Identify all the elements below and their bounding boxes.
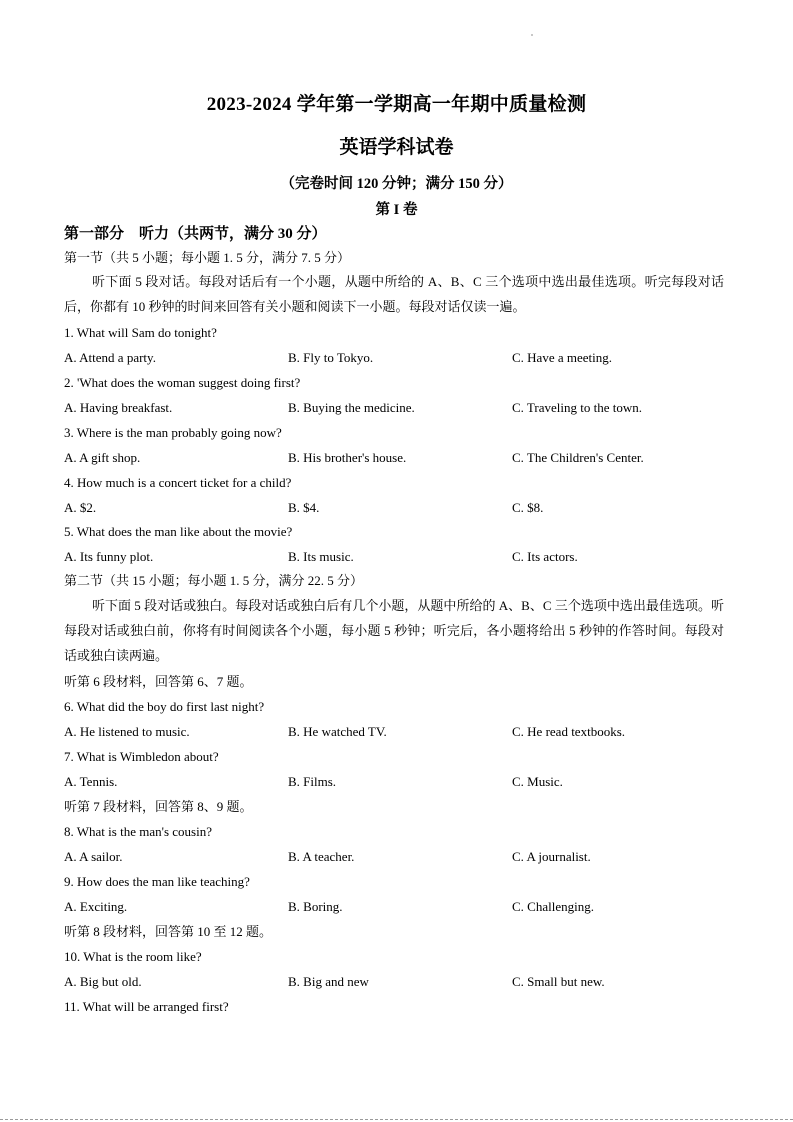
page-bottom-rule: [0, 1119, 793, 1120]
material-6-note: 听第 6 段材料，回答第 6、7 题。: [64, 674, 253, 689]
option-3b: B. His brother's house.: [288, 450, 407, 465]
option-6c: C. He read textbooks.: [512, 724, 626, 739]
question-4: 4. How much is a concert ticket for a child?: [64, 475, 292, 490]
option-6a: A. He listened to music.: [64, 724, 190, 739]
option-5a: A. Its funny plot.: [64, 549, 154, 564]
option-9b: B. Boring.: [288, 899, 343, 914]
option-1c: C. Have a meeting.: [512, 350, 612, 365]
option-8a: A. A sailor.: [64, 849, 123, 864]
option-2c: C. Traveling to the town.: [512, 400, 643, 415]
option-4b: B. $4.: [288, 500, 320, 515]
section1-instructions: 听下面 5 段对话。每段对话后有一个小题，从题中所给的 A、B、C 三个选项中选出最佳选项。听完每段对话后，你都有 10 秒钟的时间来回答有关小题和阅读下一小题。每段对话仅读一遍。: [64, 274, 724, 314]
option-10c: C. Small but new.: [512, 974, 605, 989]
option-7a: A. Tennis.: [64, 774, 118, 789]
option-4a: A. $2.: [64, 500, 97, 515]
question-7: 7. What is Wimbledon about?: [64, 749, 219, 764]
time-note: （完卷时间 120 分钟；满分 150 分）: [280, 176, 513, 192]
option-5c: C. Its actors.: [512, 549, 578, 564]
question-9: 9. How does the man like teaching?: [64, 874, 250, 889]
option-2a: A. Having breakfast.: [64, 400, 173, 415]
volume-label: 第 I 卷: [375, 202, 418, 218]
question-11: 11. What will be arranged first?: [64, 999, 229, 1014]
option-1a: A. Attend a party.: [64, 350, 156, 365]
section2-instructions: 听下面 5 段对话或独白。每段对话或独白后有几个小题，从题中所给的 A、B、C 三个选项中选出最佳选项。听每段对话或独白前，你将有时间阅读各个小题，每小题 5 秒钟；听完后，各小题将给出 5 秒钟的作答时间。每段对话或独白读两遍。: [64, 598, 724, 663]
question-8: 8. What is the man's cousin?: [64, 824, 212, 839]
question-2: 2. 'What does the woman suggest doing first?: [64, 375, 301, 390]
exam-title: 2023-2024 学年第一学期高一年期中质量检测: [206, 94, 587, 115]
question-10: 10. What is the room like?: [64, 949, 202, 964]
option-6b: B. He watched TV.: [288, 724, 387, 739]
option-9c: C. Challenging.: [512, 899, 594, 914]
subject-title: 英语学科试卷: [339, 137, 454, 158]
option-10b: B. Big and new: [288, 974, 369, 989]
section1-heading: 第一节（共 5 小题；每小题 1. 5 分，满分 7. 5 分）: [64, 250, 351, 265]
option-8b: B. A teacher.: [288, 849, 355, 864]
option-10a: A. Big but old.: [64, 974, 142, 989]
question-6: 6. What did the boy do first last night?: [64, 699, 265, 714]
part1-heading: 第一部分 听力（共两节，满分 30 分）: [64, 226, 327, 242]
option-3a: A. A gift shop.: [64, 450, 141, 465]
option-8c: C. A journalist.: [512, 849, 591, 864]
material-7-note: 听第 7 段材料，回答第 8、9 题。: [64, 799, 253, 814]
question-1: 1. What will Sam do tonight?: [64, 325, 217, 340]
option-7b: B. Films.: [288, 774, 337, 789]
question-5: 5. What does the man like about the movie?: [64, 524, 293, 539]
question-3: 3. Where is the man probably going now?: [64, 425, 282, 440]
option-5b: B. Its music.: [288, 549, 354, 564]
option-3c: C. The Children's Center.: [512, 450, 644, 465]
option-2b: B. Buying the medicine.: [288, 400, 415, 415]
option-9a: A. Exciting.: [64, 899, 128, 914]
section2-heading: 第二节（共 15 小题；每小题 1. 5 分，满分 22. 5 分）: [64, 573, 364, 588]
option-1b: B. Fly to Tokyo.: [288, 350, 374, 365]
option-7c: C. Music.: [512, 774, 563, 789]
material-8-note: 听第 8 段材料，回答第 10 至 12 题。: [64, 924, 273, 939]
option-4c: C. $8.: [512, 500, 544, 515]
scan-speck: [531, 34, 533, 36]
